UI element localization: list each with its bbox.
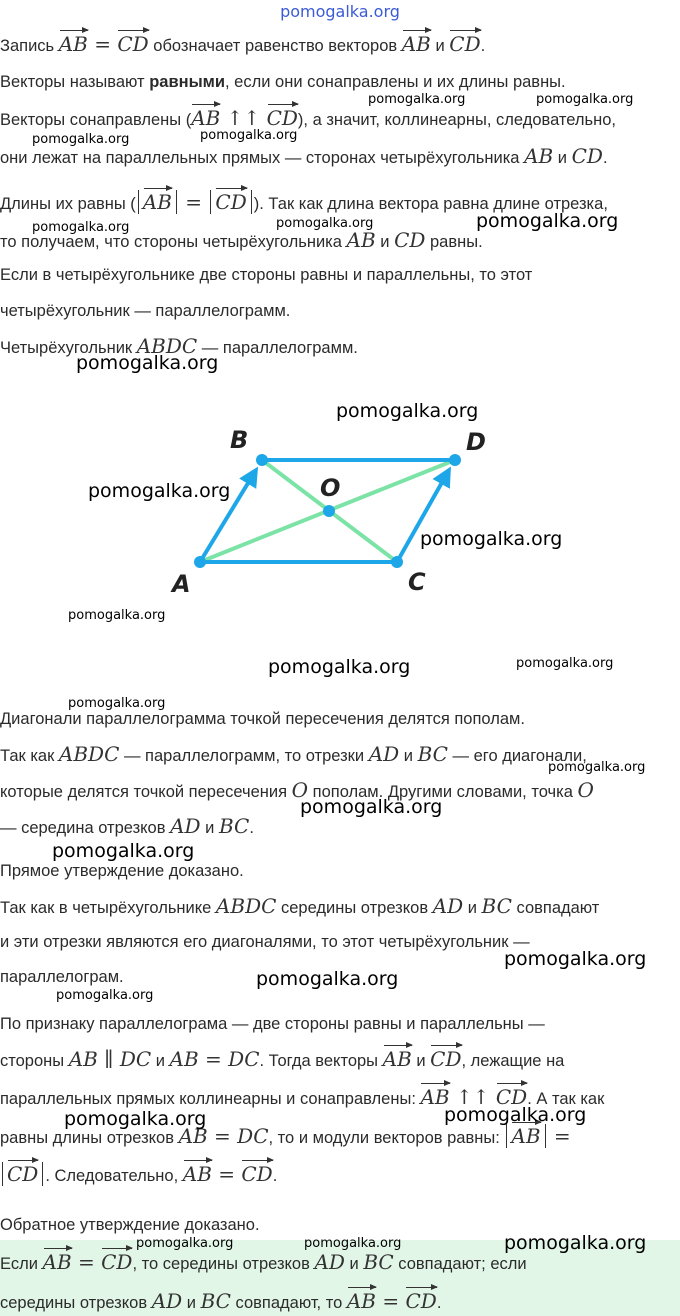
- watermark: pomogalka.org: [136, 1236, 234, 1251]
- watermark: pomogalka.org: [68, 696, 166, 711]
- text: Так как: [0, 747, 59, 765]
- watermark: pomogalka.org: [536, 92, 634, 107]
- paragraph-converse-start: [0, 896, 599, 918]
- text: . А так как: [527, 1090, 605, 1108]
- vector-ab: AB: [382, 1047, 412, 1071]
- math-cd: CD: [571, 144, 603, 168]
- math-ad: AD: [314, 1250, 345, 1274]
- paragraph-criterion: Если в четырёхугольнике две стороны равны и параллельны, то этот: [0, 266, 533, 284]
- label-b: B: [230, 426, 249, 454]
- watermark: pomogalka.org: [420, 528, 563, 550]
- watermark: pomogalka.org: [68, 608, 166, 623]
- abs-bars: [210, 190, 251, 214]
- text: , если они сонаправлены и их длины равны.: [225, 73, 566, 91]
- text: обозначает равенство векторов: [148, 37, 402, 55]
- watermark: pomogalka.org: [64, 1108, 207, 1130]
- watermark: pomogalka.org: [504, 948, 647, 970]
- math-ad: AD: [170, 814, 201, 838]
- math-codirected: ↑↑: [220, 106, 267, 130]
- text: Векторы сонаправлены (: [0, 111, 192, 129]
- paragraph-segments: [0, 744, 587, 766]
- math-ad: AD: [368, 742, 400, 766]
- paragraph-diagonals: Диагонали параллелограмма точкой пересечения делятся пополам.: [0, 710, 525, 728]
- vector-cd: CD: [101, 1250, 133, 1274]
- watermark: pomogalka.org: [32, 132, 130, 147]
- watermark: pomogalka.org: [444, 1104, 587, 1126]
- text: пополам. Другими словами, точка: [308, 783, 578, 801]
- vector-ab: AB: [42, 1250, 72, 1274]
- point-b: [256, 454, 268, 466]
- math-bc: BC: [200, 1289, 231, 1313]
- vector-ab: AB: [401, 32, 431, 56]
- paragraph-intersection: [0, 780, 594, 802]
- watermark: pomogalka.org: [256, 968, 399, 990]
- text: . Следовательно,: [45, 1167, 183, 1185]
- abs-bars: [2, 1162, 43, 1186]
- label-a: A: [172, 570, 191, 598]
- watermark: pomogalka.org: [32, 220, 130, 235]
- math-equals: =: [376, 1289, 406, 1313]
- text: и: [182, 1294, 201, 1312]
- math-ad: AD: [151, 1289, 183, 1313]
- label-o: O: [320, 474, 341, 502]
- math-ab-parallel-dc: AB ∥ DC: [68, 1047, 152, 1071]
- math-equals: =: [547, 1124, 571, 1148]
- text: совпадают: [511, 899, 600, 917]
- text: и: [344, 1255, 364, 1273]
- paragraph-sides-parallel: [0, 1049, 564, 1071]
- vector-cd: CD: [495, 1085, 528, 1109]
- text: которые делятся точкой пересечения: [0, 783, 292, 801]
- text: и: [200, 819, 219, 837]
- text: . Тогда векторы: [259, 1052, 383, 1070]
- vector-cd: CD: [430, 1047, 462, 1071]
- math-equals: =: [87, 32, 118, 56]
- text: , лежащие на: [461, 1052, 565, 1070]
- watermark: pomogalka.org: [56, 988, 154, 1003]
- bold-term: равными: [149, 73, 226, 91]
- math-abdc: ABDC: [215, 894, 277, 918]
- vector-cd: CD: [405, 1289, 437, 1313]
- text: Так как в четырёхугольнике: [0, 899, 216, 917]
- vector-cd: CD: [117, 32, 149, 56]
- watermark: pomogalka.org: [76, 352, 219, 374]
- math-ab: AB: [346, 228, 376, 252]
- text: .: [602, 149, 608, 167]
- text: они лежат на параллельных прямых — сторонах четырёхугольника: [0, 149, 525, 167]
- watermark: pomogalka.org: [304, 1236, 402, 1251]
- site-header-link[interactable]: pomogalka.org: [280, 2, 400, 21]
- watermark: pomogalka.org: [200, 128, 298, 143]
- vector-ab: AB: [182, 1162, 212, 1186]
- abs-bars: [138, 190, 177, 214]
- text: .: [480, 37, 486, 55]
- point-o: [323, 505, 335, 517]
- paragraph-criterion-cont: четырёхугольник — параллелограмм.: [0, 302, 291, 320]
- math-bc: BC: [218, 814, 250, 838]
- math-bc: BC: [363, 1250, 394, 1274]
- text: — середина отрезков: [0, 819, 171, 837]
- paragraph-parallel-lines: [0, 146, 608, 168]
- math-equals: =: [71, 1250, 102, 1274]
- text: и: [463, 899, 482, 917]
- math-bc: BC: [417, 742, 448, 766]
- text: — параллелограмм, то отрезки: [119, 747, 369, 765]
- paragraph-midpoint: [0, 816, 254, 838]
- point-d: [449, 454, 461, 466]
- math-ab-equals-dc: AB = DC: [178, 1124, 269, 1148]
- math-abdc: ABDC: [58, 742, 120, 766]
- label-c: C: [408, 568, 426, 596]
- vector-ab: AB: [191, 106, 221, 130]
- text: .: [272, 1167, 278, 1185]
- text: — параллелограмм.: [197, 339, 358, 357]
- text: .: [436, 1294, 442, 1312]
- text: Векторы называют: [0, 73, 150, 91]
- vector-ab: AB: [511, 1124, 541, 1148]
- point-a: [194, 556, 206, 568]
- text: , то и модули векторов равны:: [268, 1129, 505, 1147]
- text: то получаем, что стороны четырёхугольника: [0, 233, 347, 251]
- watermark: pomogalka.org: [516, 656, 614, 671]
- watermark: pomogalka.org: [268, 656, 411, 678]
- paragraph-criterion-2: По признаку параллелограма — две стороны равны и параллельны —: [0, 1015, 545, 1033]
- text: и: [411, 1052, 431, 1070]
- text: — его диагонали,: [447, 747, 587, 765]
- watermark: pomogalka.org: [548, 760, 646, 775]
- text: равны длины отрезков: [0, 1129, 179, 1147]
- paragraph-converse-proven: Обратное утверждение доказано.: [0, 1216, 260, 1234]
- watermark: pomogalka.org: [336, 400, 479, 422]
- abs-bars: [506, 1124, 545, 1148]
- paragraph-direct-proven: Прямое утверждение доказано.: [0, 862, 244, 880]
- math-bc: BC: [481, 894, 512, 918]
- text: и: [151, 1052, 170, 1070]
- text: равны.: [425, 233, 483, 251]
- text: совпадают, то: [230, 1294, 347, 1312]
- math-abdc: ABDC: [136, 334, 198, 358]
- paragraph-converse-cont: и эти отрезки являются его диагоналями, то этот четырёхугольник —: [0, 933, 530, 951]
- text: Четырёхугольник: [0, 339, 137, 357]
- watermark: pomogalka.org: [504, 1232, 647, 1254]
- watermark: pomogalka.org: [476, 210, 619, 232]
- watermark: pomogalka.org: [52, 840, 195, 862]
- vector-ab: AB: [420, 1085, 450, 1109]
- paragraph-codirected: [0, 108, 616, 130]
- text: и: [375, 233, 395, 251]
- math-ab: AB: [524, 144, 554, 168]
- text: Запись: [0, 37, 59, 55]
- point-c: [391, 556, 403, 568]
- text: параллельных прямых коллинеарны и сонаправлены:: [0, 1090, 421, 1108]
- text: середины отрезков: [276, 899, 433, 917]
- text: и: [430, 37, 450, 55]
- vector-cd: CD: [266, 106, 298, 130]
- vector-cd: CD: [449, 32, 481, 56]
- vector-ab: AB: [58, 32, 88, 56]
- math-equals: =: [211, 1162, 242, 1186]
- vector-cd: CD: [215, 190, 247, 214]
- text: ), а значит, коллинеарны, следовательно,: [297, 111, 616, 129]
- math-ad: AD: [432, 894, 464, 918]
- math-ab-equals-dc: AB = DC: [169, 1047, 260, 1071]
- label-d: D: [466, 428, 486, 456]
- text: и: [399, 747, 418, 765]
- watermark: pomogalka.org: [88, 480, 231, 502]
- paragraph-final-1: [0, 1252, 527, 1274]
- text: .: [249, 819, 254, 837]
- watermark: pomogalka.org: [368, 92, 466, 107]
- text: Длины их равны (: [0, 195, 136, 213]
- text: и: [553, 149, 572, 167]
- paragraph-equal-definition: [0, 72, 566, 92]
- paragraph-conclusion-vectors: [0, 1164, 277, 1186]
- math-o: O: [577, 778, 594, 802]
- watermark: pomogalka.org: [300, 796, 443, 818]
- paragraph-vector-equality-notation: [0, 34, 485, 56]
- paragraph-final-2: [0, 1291, 441, 1313]
- text: , то середины отрезков: [132, 1255, 315, 1273]
- vector-cd: CD: [241, 1162, 273, 1186]
- text: стороны: [0, 1052, 69, 1070]
- math-o: O: [291, 778, 309, 802]
- text: середины отрезков: [0, 1294, 152, 1312]
- vector-ab: AB: [346, 1289, 376, 1313]
- text: ). Так как длина вектора равна длине отрезка,: [253, 195, 608, 213]
- math-cd: CD: [394, 228, 426, 252]
- text: совпадают; если: [393, 1255, 527, 1273]
- paragraph-converse-end: параллелограм.: [0, 968, 124, 986]
- text: Если: [0, 1255, 43, 1273]
- math-codirected: ↑↑: [449, 1085, 496, 1109]
- vector-cd: CD: [7, 1162, 39, 1186]
- watermark: pomogalka.org: [276, 216, 374, 231]
- math-equals: =: [178, 190, 209, 214]
- vector-ab: AB: [142, 190, 172, 214]
